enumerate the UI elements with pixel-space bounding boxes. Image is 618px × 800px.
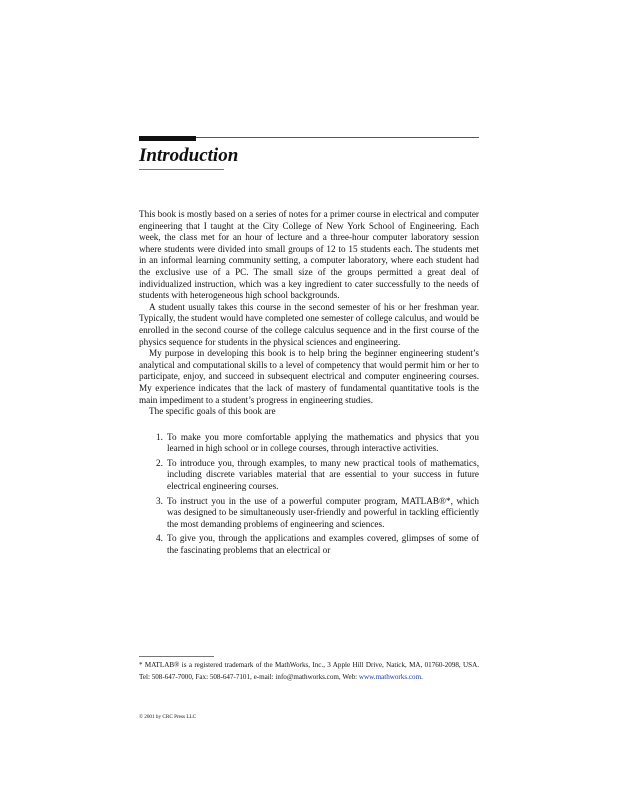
copyright-notice: © 2001 by CRC Press LLC (139, 714, 197, 720)
paragraph-2: A student usually takes this course in the second semester of his or her freshman year. Typically, the student would have completed one semester of college calculus, and would be enrolled in the second course of the college calculus sequence and in the first course of the physics sequence for students in the physical sciences and engineering. (139, 301, 479, 347)
goal-number: 4. (156, 533, 163, 544)
goal-item-2 (139, 458, 479, 493)
goal-text: To instruct you in the use of a powerful computer program, MATLAB®*, which was designed to be simultaneously user-friendly and powerful in tackling efficiently the most demanding problems of engineering and sciences. (167, 495, 479, 529)
goal-item-3 (139, 496, 479, 531)
paragraph-1: This book is mostly based on a series of notes for a primer course in electrical and computer engineering that I taught at the City College of New York School of Engineering. Each week, the class met for an hour of lecture and a three-hour computer laboratory session where students were divided into small groups of 12 to 15 students each. The students met in an informal learning community setting, a computer laboratory, where each student had the exclusive use of a PC. The small size of the groups permitted a great deal of individualized instruction, which was a key ingredient to cater successfully to the needs of students with heterogeneous high school backgrounds. (139, 209, 479, 301)
mathworks-link[interactable]: www.mathworks.com (358, 672, 422, 681)
goal-text: To make you more comfortable applying the mathematics and physics that you learned in high school or in college courses, through interactive activities. (167, 431, 479, 454)
footnote-rule (139, 656, 214, 657)
paragraph-3: My purpose in developing this book is to help bring the beginner engineering student’s analytical and computational skills to a level of competency that would permit him or her to participate, enjoy, and succeed in subsequent electrical and computer engineering courses. My experience indicates that the lack of mastery of fundamental quantitative tools is the main impediment to a student’s progress in engineering studies. (139, 348, 479, 405)
body-text (139, 209, 479, 560)
goal-text: To give you, through the applications and examples covered, glimpses of some of the fascinating problems that an electrical or (167, 533, 479, 556)
goal-text: To introduce you, through examples, to many new practical tools of mathematics, including discrete variables material that are essential to your success in future electrical engineering courses. (167, 457, 479, 492)
title-underline (139, 169, 224, 170)
footnote (139, 660, 479, 683)
footnote-trailing: . (421, 672, 423, 681)
goal-number: 2. (156, 457, 163, 468)
chapter-title: Introduction (139, 145, 239, 166)
goals-list (139, 432, 479, 557)
paragraph-4: The specific goals of this book are (149, 406, 276, 417)
goal-number: 1. (156, 431, 163, 442)
goal-number: 3. (156, 495, 163, 506)
header-rule-accent (139, 136, 196, 141)
footnote-text: * MATLAB® is a registered trademark of the MathWorks, Inc., 3 Apple Hill Drive, Natick, MA, 01760-2098, USA. Tel: 508-647-7000, Fax: 508-647-7101, e-mail: info@mathworks.com, Web: (139, 661, 479, 681)
goal-item-4 (139, 533, 479, 556)
goal-item-1 (139, 432, 479, 455)
